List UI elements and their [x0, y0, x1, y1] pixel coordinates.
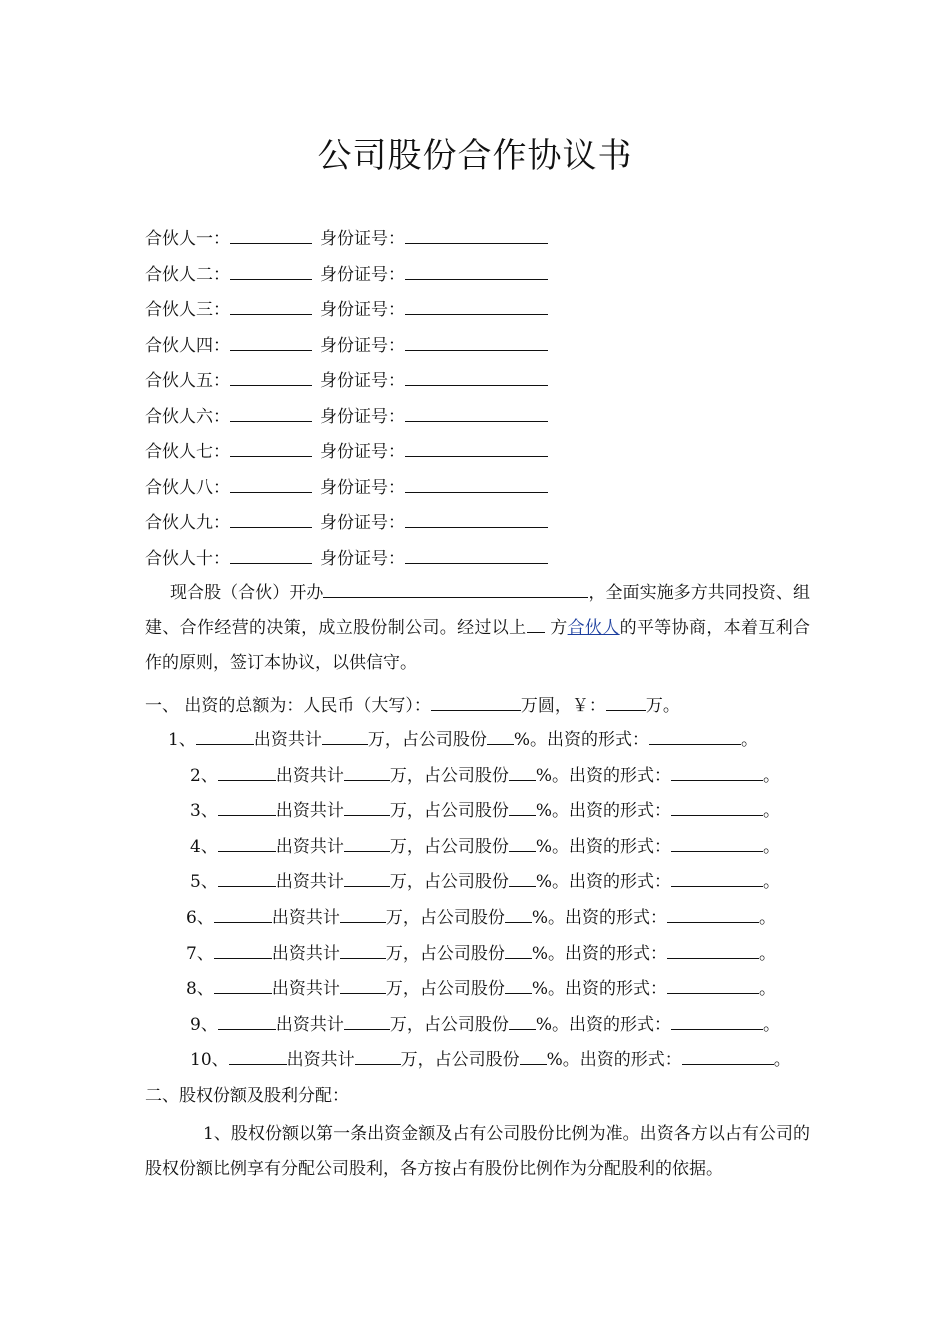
id-label: 身份证号：: [320, 300, 405, 320]
contribution-form-blank: [671, 834, 763, 852]
contribution-text-2: 万，占公司股份: [389, 1014, 509, 1035]
contribution-form-blank: [649, 727, 741, 745]
contribution-text-1: 出资共计: [253, 730, 322, 750]
contribution-text-2: 万，占公司股份: [385, 943, 505, 964]
intro-text-b: ，全面实施多方共同投资、组建、合作经营的决策，成立股份制公司。经过以上: [145, 583, 811, 638]
partner-name-blank: [230, 368, 312, 386]
contribution-text-2: 万，占公司股份: [385, 908, 505, 928]
contributor-blank: [229, 1047, 287, 1065]
share-percent-blank: [509, 869, 536, 887]
contribution-text-3: %。出资的形式：: [513, 730, 649, 750]
share-percent-blank: [509, 1012, 536, 1030]
contribution-row: [186, 905, 776, 930]
contribution-number: 6、: [186, 908, 214, 928]
partner-link[interactable]: 合伙人: [567, 618, 620, 638]
partner-name-blank: [230, 262, 312, 280]
id-label: 身份证号：: [320, 264, 405, 285]
id-label: 身份证号：: [320, 548, 405, 569]
id-label: 身份证号：: [320, 477, 405, 498]
amount-blank: [355, 1047, 401, 1065]
amount-blank: [344, 798, 390, 816]
share-percent-blank: [520, 1047, 547, 1065]
amount-blank: [344, 869, 390, 887]
contributor-blank: [196, 727, 254, 745]
contribution-row: [190, 798, 780, 823]
contribution-number: 10、: [190, 1050, 229, 1071]
contribution-row: [190, 869, 780, 894]
partner-label: 合伙人五：: [145, 371, 230, 391]
partner-label: 合伙人八：: [145, 477, 230, 498]
partner-count-blank: [527, 615, 545, 633]
partner-name-blank: [230, 297, 312, 315]
contribution-text-2: 万，占公司股份: [385, 979, 505, 1000]
amount-blank: [344, 763, 390, 781]
contribution-text-1: 出资共计: [271, 908, 340, 928]
contribution-text-3: %。出资的形式：: [531, 979, 667, 1000]
contributor-blank: [218, 869, 276, 887]
contribution-text-1: 出资共计: [271, 943, 340, 964]
contributor-blank: [214, 905, 272, 923]
amount-blank: [340, 941, 386, 959]
contributor-blank: [218, 798, 276, 816]
id-number-blank: [405, 404, 548, 422]
intro-text-a: 现合股（合伙）开办: [170, 583, 324, 603]
contribution-text-4: 。: [758, 979, 776, 1000]
contributor-blank: [214, 976, 272, 994]
partner-name-blank: [230, 475, 312, 493]
id-label: 身份证号：: [320, 513, 405, 533]
sec1-text-c: 万。: [645, 696, 680, 716]
partner-row: [145, 333, 548, 358]
id-label: 身份证号：: [320, 229, 405, 249]
contribution-form-blank: [671, 798, 763, 816]
contribution-row: [190, 1047, 791, 1072]
amount-blank: [344, 834, 390, 852]
share-percent-blank: [505, 905, 532, 923]
id-number-blank: [405, 546, 548, 564]
contribution-row: [186, 941, 776, 966]
partner-name-blank: [230, 510, 312, 528]
contribution-text-1: 出资共计: [275, 765, 344, 786]
partner-label: 合伙人一：: [145, 229, 230, 249]
partner-row: [145, 439, 548, 464]
contribution-text-4: 。: [762, 765, 780, 786]
partner-row: [145, 546, 548, 571]
contribution-number: 3、: [190, 801, 218, 822]
contribution-form-blank: [682, 1047, 774, 1065]
contribution-text-3: %。出资的形式：: [535, 836, 671, 857]
id-label: 身份证号：: [320, 442, 405, 462]
contribution-number: 4、: [190, 836, 218, 857]
contribution-text-2: 万，占公司股份: [389, 872, 509, 893]
amount-blank: [344, 1012, 390, 1030]
contribution-text-2: 万，占公司股份: [389, 801, 509, 822]
sec1-text-b: 万圆，￥：: [520, 696, 606, 716]
contribution-form-blank: [667, 905, 759, 923]
contribution-row: [168, 727, 758, 752]
id-number-blank: [405, 226, 548, 244]
section-2-paragraph-1: 1、股权份额以第一条出资金额及占有公司股份比例为准。出资各方以占有公司的股权份额比例享有分配公司股利，各方按占有股份比例作为分配股利的依据。: [145, 1124, 810, 1179]
id-number-blank: [405, 333, 548, 351]
contribution-text-4: 。: [773, 1050, 791, 1071]
partner-row: [145, 262, 548, 287]
contribution-text-1: 出资共计: [275, 1014, 344, 1035]
amount-blank: [322, 727, 368, 745]
contribution-row: [186, 976, 776, 1001]
contribution-row: [190, 763, 780, 788]
contribution-text-3: %。出资的形式：: [531, 908, 667, 928]
intro-paragraph: [145, 576, 810, 681]
contribution-number: 5、: [190, 872, 218, 893]
id-label: 身份证号：: [320, 406, 405, 427]
contribution-text-1: 出资共计: [275, 872, 344, 893]
section-1-heading: [145, 693, 680, 718]
contribution-form-blank: [667, 976, 759, 994]
contribution-number: 2、: [190, 765, 218, 786]
partner-row: [145, 226, 548, 251]
contribution-text-4: 。: [762, 836, 780, 857]
contribution-form-blank: [671, 763, 763, 781]
contribution-number: 8、: [186, 979, 214, 1000]
contribution-text-4: 。: [740, 730, 758, 750]
share-percent-blank: [509, 834, 536, 852]
partner-row: [145, 368, 548, 393]
contribution-form-blank: [671, 869, 763, 887]
contribution-number: 9、: [190, 1014, 218, 1035]
intro-text-c: 方: [550, 618, 568, 638]
id-label: 身份证号：: [320, 371, 405, 391]
partner-row: [145, 404, 548, 429]
share-percent-blank: [505, 976, 532, 994]
intro-text-d: 的平等协商，本着互利合作的原则，签订本协议，以供信守。: [145, 618, 811, 673]
contributor-blank: [218, 1012, 276, 1030]
share-percent-blank: [487, 727, 514, 745]
share-percent-blank: [505, 941, 532, 959]
contribution-text-4: 。: [758, 908, 776, 928]
partner-row: [145, 475, 548, 500]
contributor-blank: [218, 834, 276, 852]
partner-label: 合伙人九：: [145, 513, 230, 533]
partner-name-blank: [230, 404, 312, 422]
share-percent-blank: [509, 763, 536, 781]
contribution-number: 1、: [168, 730, 196, 750]
partner-name-blank: [230, 439, 312, 457]
company-name-blank: [323, 580, 588, 598]
contribution-text-4: 。: [762, 872, 780, 893]
contributor-blank: [214, 941, 272, 959]
contribution-text-3: %。出资的形式：: [546, 1050, 682, 1071]
contribution-text-4: 。: [762, 1014, 780, 1035]
id-number-blank: [405, 439, 548, 457]
amount-blank: [340, 905, 386, 923]
partner-row: [145, 297, 548, 322]
contribution-text-3: %。出资的形式：: [535, 872, 671, 893]
total-amount-words-blank: [431, 693, 521, 711]
contribution-row: [190, 1012, 780, 1037]
contribution-text-3: %。出资的形式：: [531, 943, 667, 964]
contribution-text-1: 出资共计: [275, 836, 344, 857]
contribution-text-3: %。出资的形式：: [535, 1014, 671, 1035]
amount-blank: [340, 976, 386, 994]
sec1-text-a: 一、 出资的总额为：人民币（大写）：: [145, 696, 431, 716]
share-percent-blank: [509, 798, 536, 816]
contribution-text-4: 。: [758, 943, 776, 964]
section-2-heading: 二、股权份额及股利分配：: [145, 1086, 349, 1106]
contribution-text-2: 万，占公司股份: [400, 1050, 520, 1071]
contributor-blank: [218, 763, 276, 781]
id-label: 身份证号：: [320, 335, 405, 356]
partner-label: 合伙人六：: [145, 406, 230, 427]
contribution-text-4: 。: [762, 801, 780, 822]
id-number-blank: [405, 510, 548, 528]
id-number-blank: [405, 297, 548, 315]
partner-name-blank: [230, 226, 312, 244]
document-title: 公司股份合作协议书: [317, 136, 633, 176]
total-amount-blank: [606, 693, 646, 711]
partner-label: 合伙人三：: [145, 300, 230, 320]
contribution-number: 7、: [186, 943, 214, 964]
id-number-blank: [405, 262, 548, 280]
contribution-form-blank: [667, 941, 759, 959]
id-number-blank: [405, 368, 548, 386]
contribution-text-2: 万，占公司股份: [367, 730, 487, 750]
partner-label: 合伙人七：: [145, 442, 230, 462]
contribution-text-2: 万，占公司股份: [389, 765, 509, 786]
contribution-text-1: 出资共计: [275, 801, 344, 822]
partner-label: 合伙人四：: [145, 335, 230, 356]
partner-label: 合伙人十：: [145, 548, 230, 569]
contribution-text-3: %。出资的形式：: [535, 801, 671, 822]
contribution-text-2: 万，占公司股份: [389, 836, 509, 857]
partner-row: [145, 510, 548, 535]
partner-name-blank: [230, 333, 312, 351]
contribution-text-3: %。出资的形式：: [535, 765, 671, 786]
contribution-form-blank: [671, 1012, 763, 1030]
contribution-row: [190, 834, 780, 859]
partner-name-blank: [230, 546, 312, 564]
contribution-text-1: 出资共计: [271, 979, 340, 1000]
id-number-blank: [405, 475, 548, 493]
contribution-text-1: 出资共计: [286, 1050, 355, 1071]
partner-label: 合伙人二：: [145, 264, 230, 285]
